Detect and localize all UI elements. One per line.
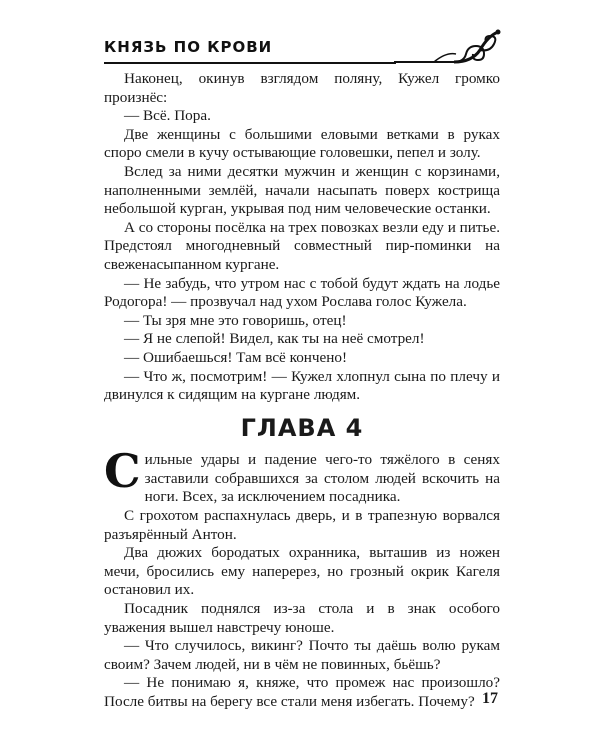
paragraph: Вслед за ними десятки мужчин и женщин с корзинами, наполненными землёй, начали насыпать поверх кострища небольшой курган, укрывая под ним человеческие останки. <box>104 162 500 218</box>
paragraph: — Не забудь, что утром нас с тобой будут ждать на лодье Родогора! — прозвучал над ухом Рослава голос Кужела. <box>104 274 500 311</box>
header-rule <box>104 62 396 64</box>
paragraph: — Ты зря мне это говоришь, отец! <box>124 311 347 329</box>
first-paragraph <box>104 444 500 507</box>
running-title: КНЯЗЬ ПО КРОВИ <box>104 38 273 56</box>
page-number: 17 <box>482 690 498 707</box>
paragraph: — Что ж, посмотрим! — Кужел хлопнул сына по плечу и двинулся к сидящим на кургане людям. <box>104 367 500 404</box>
paragraph: — Не понимаю я, княже, что промеж нас произошло? После битвы на берегу все стали меня избегать. Почему? <box>104 674 500 710</box>
paragraph: — Я не слепой! Видел, как ты на неё смотрел! <box>124 330 425 348</box>
chapter-title: ГЛАВА 4 <box>240 413 364 442</box>
paragraph: Два дюжих бородатых охранника, выташив из ножен мечи, бросились ему наперерез, но грозный окрик Кагеля остановил их. <box>104 544 500 599</box>
drop-cap: С <box>104 444 141 499</box>
paragraph: — Ошибаешься! Там всё кончено! <box>124 348 348 366</box>
paragraph: Наконец, окинув взглядом поляну, Кужел громко произнёс: <box>104 70 500 106</box>
paragraph: Посадник поднялся из-за стола и в знак особого уважения вышел навстречу юноше. <box>104 600 500 636</box>
ornament-icon <box>394 28 504 64</box>
paragraph: — Что случилось, викинг? Почто ты даёшь волю рукам своим? Зачем людей, ни в чём не повинных, бьёшь? <box>104 637 500 673</box>
paragraph: Две женщины с большими еловыми ветками в руках споро смели в кучу остывающие головешки, пепел и золу. <box>104 125 500 162</box>
first-paragraph-text: ильные удары и падение чего-то тяжёлого в сенях заставили собравшихся за столом людей вскочить на ноги. Всех, за исключением посадника. <box>144 451 500 506</box>
page-body <box>104 70 500 712</box>
paragraph: С грохотом распахнулась дверь, и в трапезную ворвался разъярённый Антон. <box>104 507 500 543</box>
paragraph: — Всё. Пора. <box>124 107 211 125</box>
paragraph: А со стороны посёлка на трех повозках везли еду и питье. Предстоял многодневный совместный пир-поминки на свеженасыпанном кургане. <box>104 218 500 273</box>
running-header <box>104 28 504 68</box>
